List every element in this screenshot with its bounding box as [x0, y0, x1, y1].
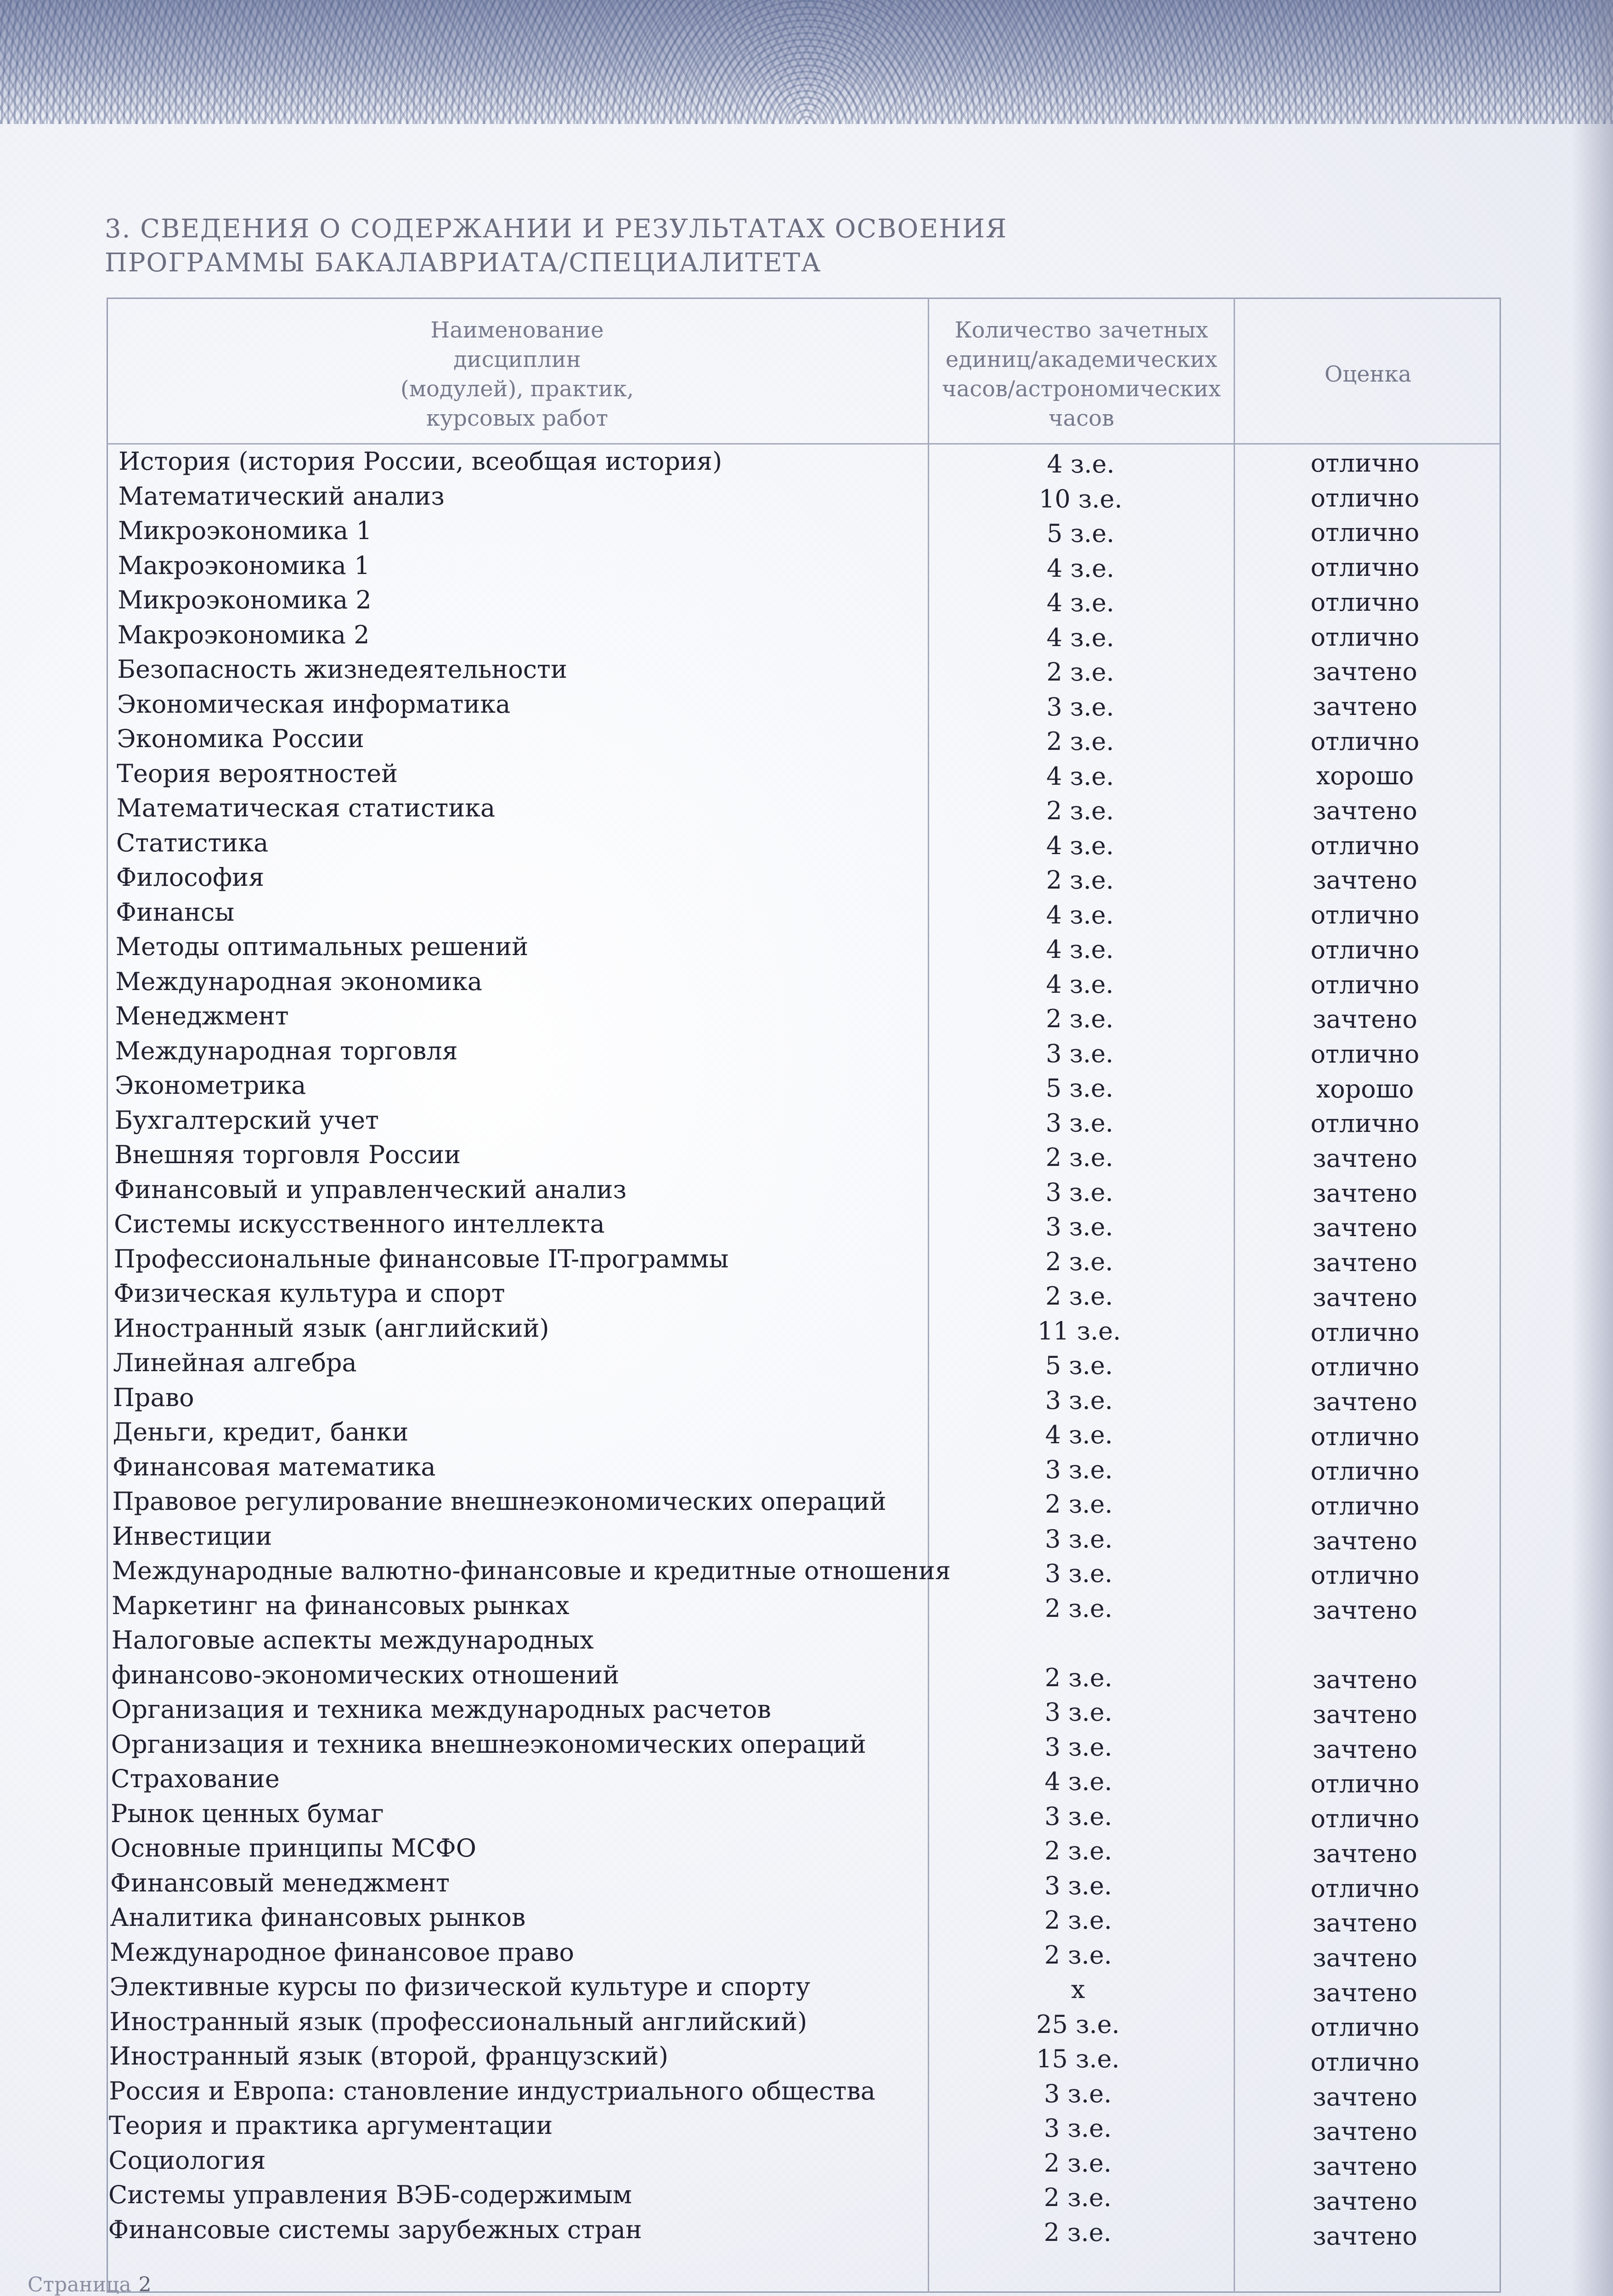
- credit-units: 3 з.е.: [1045, 1385, 1113, 1415]
- credit-units: 3 з.е.: [1044, 1801, 1112, 1831]
- header-name-line: дисциплин: [453, 347, 581, 372]
- grade: отлично: [1310, 1457, 1420, 1486]
- credit-units: 2 з.е.: [1046, 658, 1114, 687]
- grade: зачтено: [1313, 1178, 1417, 1208]
- header-name-line: курсовых работ: [426, 405, 608, 431]
- credit-units: 4 з.е.: [1046, 969, 1114, 999]
- discipline-name: Системы искусственного интеллекта: [114, 1210, 605, 1238]
- grade: зачтено: [1313, 1839, 1417, 1868]
- grade: зачтено: [1313, 2186, 1417, 2216]
- credit-units: 3 з.е.: [1044, 1732, 1112, 1761]
- discipline-name: Россия и Европа: становление индустриального общества: [109, 2076, 875, 2105]
- credit-units: 4 з.е.: [1045, 1420, 1113, 1449]
- grade: отлично: [1310, 2048, 1420, 2077]
- credit-units: х: [1071, 1975, 1085, 2004]
- discipline-name: Математический анализ: [118, 481, 445, 511]
- grade: зачтено: [1313, 2221, 1417, 2251]
- credit-units: 4 з.е.: [1046, 553, 1115, 583]
- discipline-name: Рынок ценных бумаг: [110, 1799, 384, 1828]
- header-hours-line: Количество зачетных: [954, 317, 1208, 343]
- discipline-name: Элективные курсы по физической культуре и спорту: [109, 1972, 811, 2001]
- discipline-name: Маркетинг на финансовых рынках: [112, 1591, 570, 1620]
- grade: отлично: [1310, 1874, 1420, 1903]
- grade: отлично: [1310, 1491, 1420, 1520]
- page-footer: [28, 2273, 152, 2296]
- discipline-name: Организация и техника международных расчетов: [111, 1695, 771, 1724]
- discipline-name: Финансы: [116, 897, 235, 927]
- credit-units: 4 з.е.: [1046, 761, 1114, 791]
- credit-units: 5 з.е.: [1047, 519, 1115, 548]
- credit-units: 2 з.е.: [1043, 2217, 1111, 2247]
- grade: отлично: [1310, 1039, 1420, 1069]
- discipline-name: Микроэкономика 1: [118, 516, 372, 545]
- section-title-line-2: ПРОГРАММЫ БАКАЛАВРИАТА/СПЕЦИАЛИТЕТА: [105, 248, 822, 278]
- discipline-name: Налоговые аспекты международных: [111, 1626, 594, 1654]
- credit-units: 3 з.е.: [1046, 692, 1114, 721]
- grade: зачтено: [1313, 796, 1417, 825]
- credit-units: 4 з.е.: [1046, 623, 1114, 652]
- credit-units: 4 з.е.: [1044, 1767, 1112, 1796]
- discipline-name: Экономика России: [117, 724, 364, 753]
- header-hours-line: часов: [1048, 405, 1115, 431]
- discipline-name: Международные валютно-финансовые и кредитные отношения: [112, 1556, 951, 1585]
- credit-units: 4 з.е.: [1046, 588, 1115, 617]
- credit-units: 2 з.е.: [1043, 2183, 1111, 2212]
- discipline-name: Математическая статистика: [116, 793, 496, 822]
- credit-units: 25 з.е.: [1036, 2009, 1120, 2039]
- discipline-name-continued: финансово-экономических отношений: [111, 1660, 620, 1689]
- grade: зачтено: [1313, 1144, 1417, 1173]
- discipline-name: Методы оптимальных решений: [115, 932, 529, 961]
- discipline-name: Инвестиции: [112, 1521, 272, 1551]
- page-label: Страница: [28, 2273, 131, 2296]
- discipline-name: Макроэкономика 2: [117, 620, 370, 649]
- discipline-name: Финансовые системы зарубежных стран: [108, 2215, 642, 2244]
- grade: хорошо: [1316, 761, 1414, 791]
- credit-units: 3 з.е.: [1045, 1455, 1113, 1484]
- grade: отлично: [1310, 1422, 1420, 1451]
- grade: отлично: [1310, 518, 1420, 547]
- grade: зачтено: [1313, 1596, 1417, 1625]
- grade: отлично: [1310, 970, 1420, 999]
- grade: зачтено: [1313, 1213, 1417, 1243]
- discipline-name: Эконометрика: [114, 1071, 306, 1100]
- credit-units: 2 з.е.: [1045, 1143, 1113, 1172]
- credit-units: 2 з.е.: [1044, 1593, 1113, 1623]
- header-hours-line: единиц/академических: [945, 347, 1218, 372]
- credit-units: 2 з.е.: [1044, 1906, 1112, 1935]
- grade: зачтено: [1313, 2117, 1417, 2146]
- discipline-name: Основные принципы МСФО: [110, 1834, 477, 1863]
- credit-units: 3 з.е.: [1044, 2079, 1112, 2108]
- discipline-name: Системы управления ВЭБ-содержимым: [108, 2180, 632, 2209]
- grade: отлично: [1310, 726, 1420, 756]
- header-name-line: Наименование: [430, 317, 604, 343]
- credit-units: 2 з.е.: [1044, 1836, 1112, 1865]
- grade: хорошо: [1316, 1074, 1414, 1103]
- grade: отлично: [1310, 449, 1420, 478]
- discipline-name: История (история России, всеобщая история): [118, 447, 722, 476]
- credit-units: 4 з.е.: [1047, 450, 1115, 478]
- credit-units: 2 з.е.: [1046, 796, 1114, 825]
- discipline-name: Международная торговля: [115, 1036, 458, 1065]
- credit-units: 3 з.е.: [1044, 2114, 1112, 2143]
- discipline-name: Страхование: [111, 1764, 280, 1793]
- header-grade-label: Оценка: [1324, 361, 1412, 387]
- credit-units: 15 з.е.: [1036, 2044, 1120, 2073]
- grade: отлично: [1310, 553, 1420, 582]
- credit-units: 3 з.е.: [1044, 1871, 1112, 1900]
- credit-units: 2 з.е.: [1045, 1247, 1113, 1276]
- credit-units: 5 з.е.: [1045, 1074, 1114, 1103]
- credit-units: 2 з.е.: [1044, 1663, 1113, 1692]
- grade: отлично: [1310, 2013, 1420, 2042]
- credit-units: 2 з.е.: [1045, 1282, 1113, 1311]
- discipline-name: Микроэкономика 2: [118, 585, 372, 614]
- discipline-name: Безопасность жизнедеятельности: [117, 655, 567, 684]
- discipline-name: Международное финансовое право: [110, 1937, 575, 1967]
- discipline-name: Иностранный язык (английский): [113, 1313, 549, 1343]
- grade: зачтено: [1313, 1908, 1417, 1938]
- discipline-name: Экономическая информатика: [117, 689, 511, 719]
- credit-units: 11 з.е.: [1037, 1316, 1121, 1345]
- discipline-name: Правовое регулирование внешнеэкономических операций: [112, 1487, 886, 1516]
- credit-units: 3 з.е.: [1046, 1039, 1114, 1068]
- discipline-name: Физическая культура и спорт: [113, 1279, 505, 1308]
- grade: отлично: [1310, 1769, 1420, 1799]
- grade: отлично: [1310, 935, 1420, 964]
- discipline-name: Макроэкономика 1: [118, 551, 370, 580]
- discipline-name: Профессиональные финансовые IT-программы: [113, 1244, 729, 1273]
- discipline-name: Теория и практика аргументации: [108, 2111, 553, 2140]
- grade: отлично: [1310, 1561, 1420, 1590]
- discipline-name: Организация и техника внешнеэкономических операций: [111, 1729, 866, 1759]
- credit-units: 5 з.е.: [1045, 1351, 1113, 1380]
- grade: отлично: [1310, 622, 1420, 652]
- credit-units: 3 з.е.: [1045, 1177, 1113, 1207]
- discipline-name: Финансовый и управленческий анализ: [114, 1175, 627, 1204]
- discipline-name: Иностранный язык (второй, французский): [109, 2042, 669, 2071]
- discipline-name: Аналитика финансовых рынков: [110, 1903, 526, 1932]
- discipline-name: Линейная алгебра: [113, 1348, 357, 1377]
- grade: зачтено: [1313, 1665, 1417, 1694]
- discipline-name: Иностранный язык (профессиональный английский): [109, 2007, 807, 2036]
- credit-units: 2 з.е.: [1044, 1940, 1112, 1970]
- grade: зачтено: [1313, 1283, 1417, 1312]
- section-title-line-1: 3. СВЕДЕНИЯ О СОДЕРЖАНИИ И РЕЗУЛЬТАТАХ ОСВОЕНИЯ: [105, 214, 1008, 244]
- discipline-name: Деньги, кредит, банки: [113, 1418, 409, 1446]
- credit-units: 2 з.е.: [1046, 866, 1114, 895]
- grade: отлично: [1310, 1352, 1420, 1382]
- grade: зачтено: [1313, 1387, 1417, 1416]
- header-name-line: (модулей), практик,: [400, 376, 634, 402]
- discipline-name: Статистика: [116, 828, 269, 857]
- credit-units: 2 з.е.: [1046, 727, 1114, 756]
- discipline-name: Философия: [116, 863, 265, 892]
- grade: зачтено: [1313, 1526, 1417, 1555]
- discipline-name: Право: [113, 1383, 194, 1412]
- grade: зачтено: [1313, 1005, 1417, 1034]
- discipline-name: Бухгалтерский учет: [114, 1105, 379, 1135]
- credit-units: 3 з.е.: [1045, 1212, 1113, 1241]
- grade: зачтено: [1313, 1978, 1417, 2007]
- grade: отлично: [1310, 1317, 1420, 1347]
- credit-units: 2 з.е.: [1045, 1490, 1113, 1519]
- discipline-name: Социология: [108, 2145, 266, 2175]
- credit-units: 2 з.е.: [1043, 2148, 1112, 2178]
- grade: зачтено: [1313, 866, 1417, 895]
- credit-units: 2 з.е.: [1046, 1004, 1114, 1033]
- credit-units: 3 з.е.: [1045, 1108, 1114, 1137]
- discipline-name: Менеджмент: [115, 1002, 289, 1030]
- page-number: 2: [138, 2273, 152, 2296]
- grade: отлично: [1310, 1804, 1420, 1834]
- grade: зачтено: [1313, 692, 1417, 721]
- grade: зачтено: [1313, 657, 1417, 687]
- grade: зачтено: [1313, 2152, 1417, 2181]
- discipline-name: Финансовый менеджмент: [110, 1868, 450, 1897]
- grade: зачтено: [1313, 1248, 1417, 1277]
- credit-units: 3 з.е.: [1045, 1559, 1113, 1588]
- discipline-name: Финансовая математика: [112, 1452, 436, 1481]
- header-hours-line: часов/астрономических: [942, 376, 1221, 402]
- credit-units: 3 з.е.: [1045, 1524, 1113, 1553]
- grade: зачтено: [1313, 1734, 1417, 1764]
- credit-units: 4 з.е.: [1046, 831, 1114, 860]
- credit-units: 3 з.е.: [1044, 1698, 1112, 1727]
- credit-units: 4 з.е.: [1046, 935, 1114, 964]
- discipline-name: Внешняя торговля России: [114, 1140, 461, 1169]
- grade: отлично: [1310, 483, 1420, 512]
- grade: зачтено: [1313, 2082, 1417, 2111]
- grade: отлично: [1310, 587, 1420, 617]
- grade: отлично: [1310, 900, 1420, 930]
- discipline-name: Теория вероятностей: [116, 759, 398, 788]
- grade: отлично: [1310, 1109, 1420, 1138]
- discipline-name: Международная экономика: [115, 967, 483, 996]
- grade: зачтено: [1313, 1943, 1417, 1972]
- credit-units: 10 з.е.: [1039, 484, 1122, 513]
- grade: зачтено: [1313, 1700, 1417, 1729]
- grade: отлично: [1310, 831, 1420, 860]
- credit-units: 4 з.е.: [1046, 900, 1114, 929]
